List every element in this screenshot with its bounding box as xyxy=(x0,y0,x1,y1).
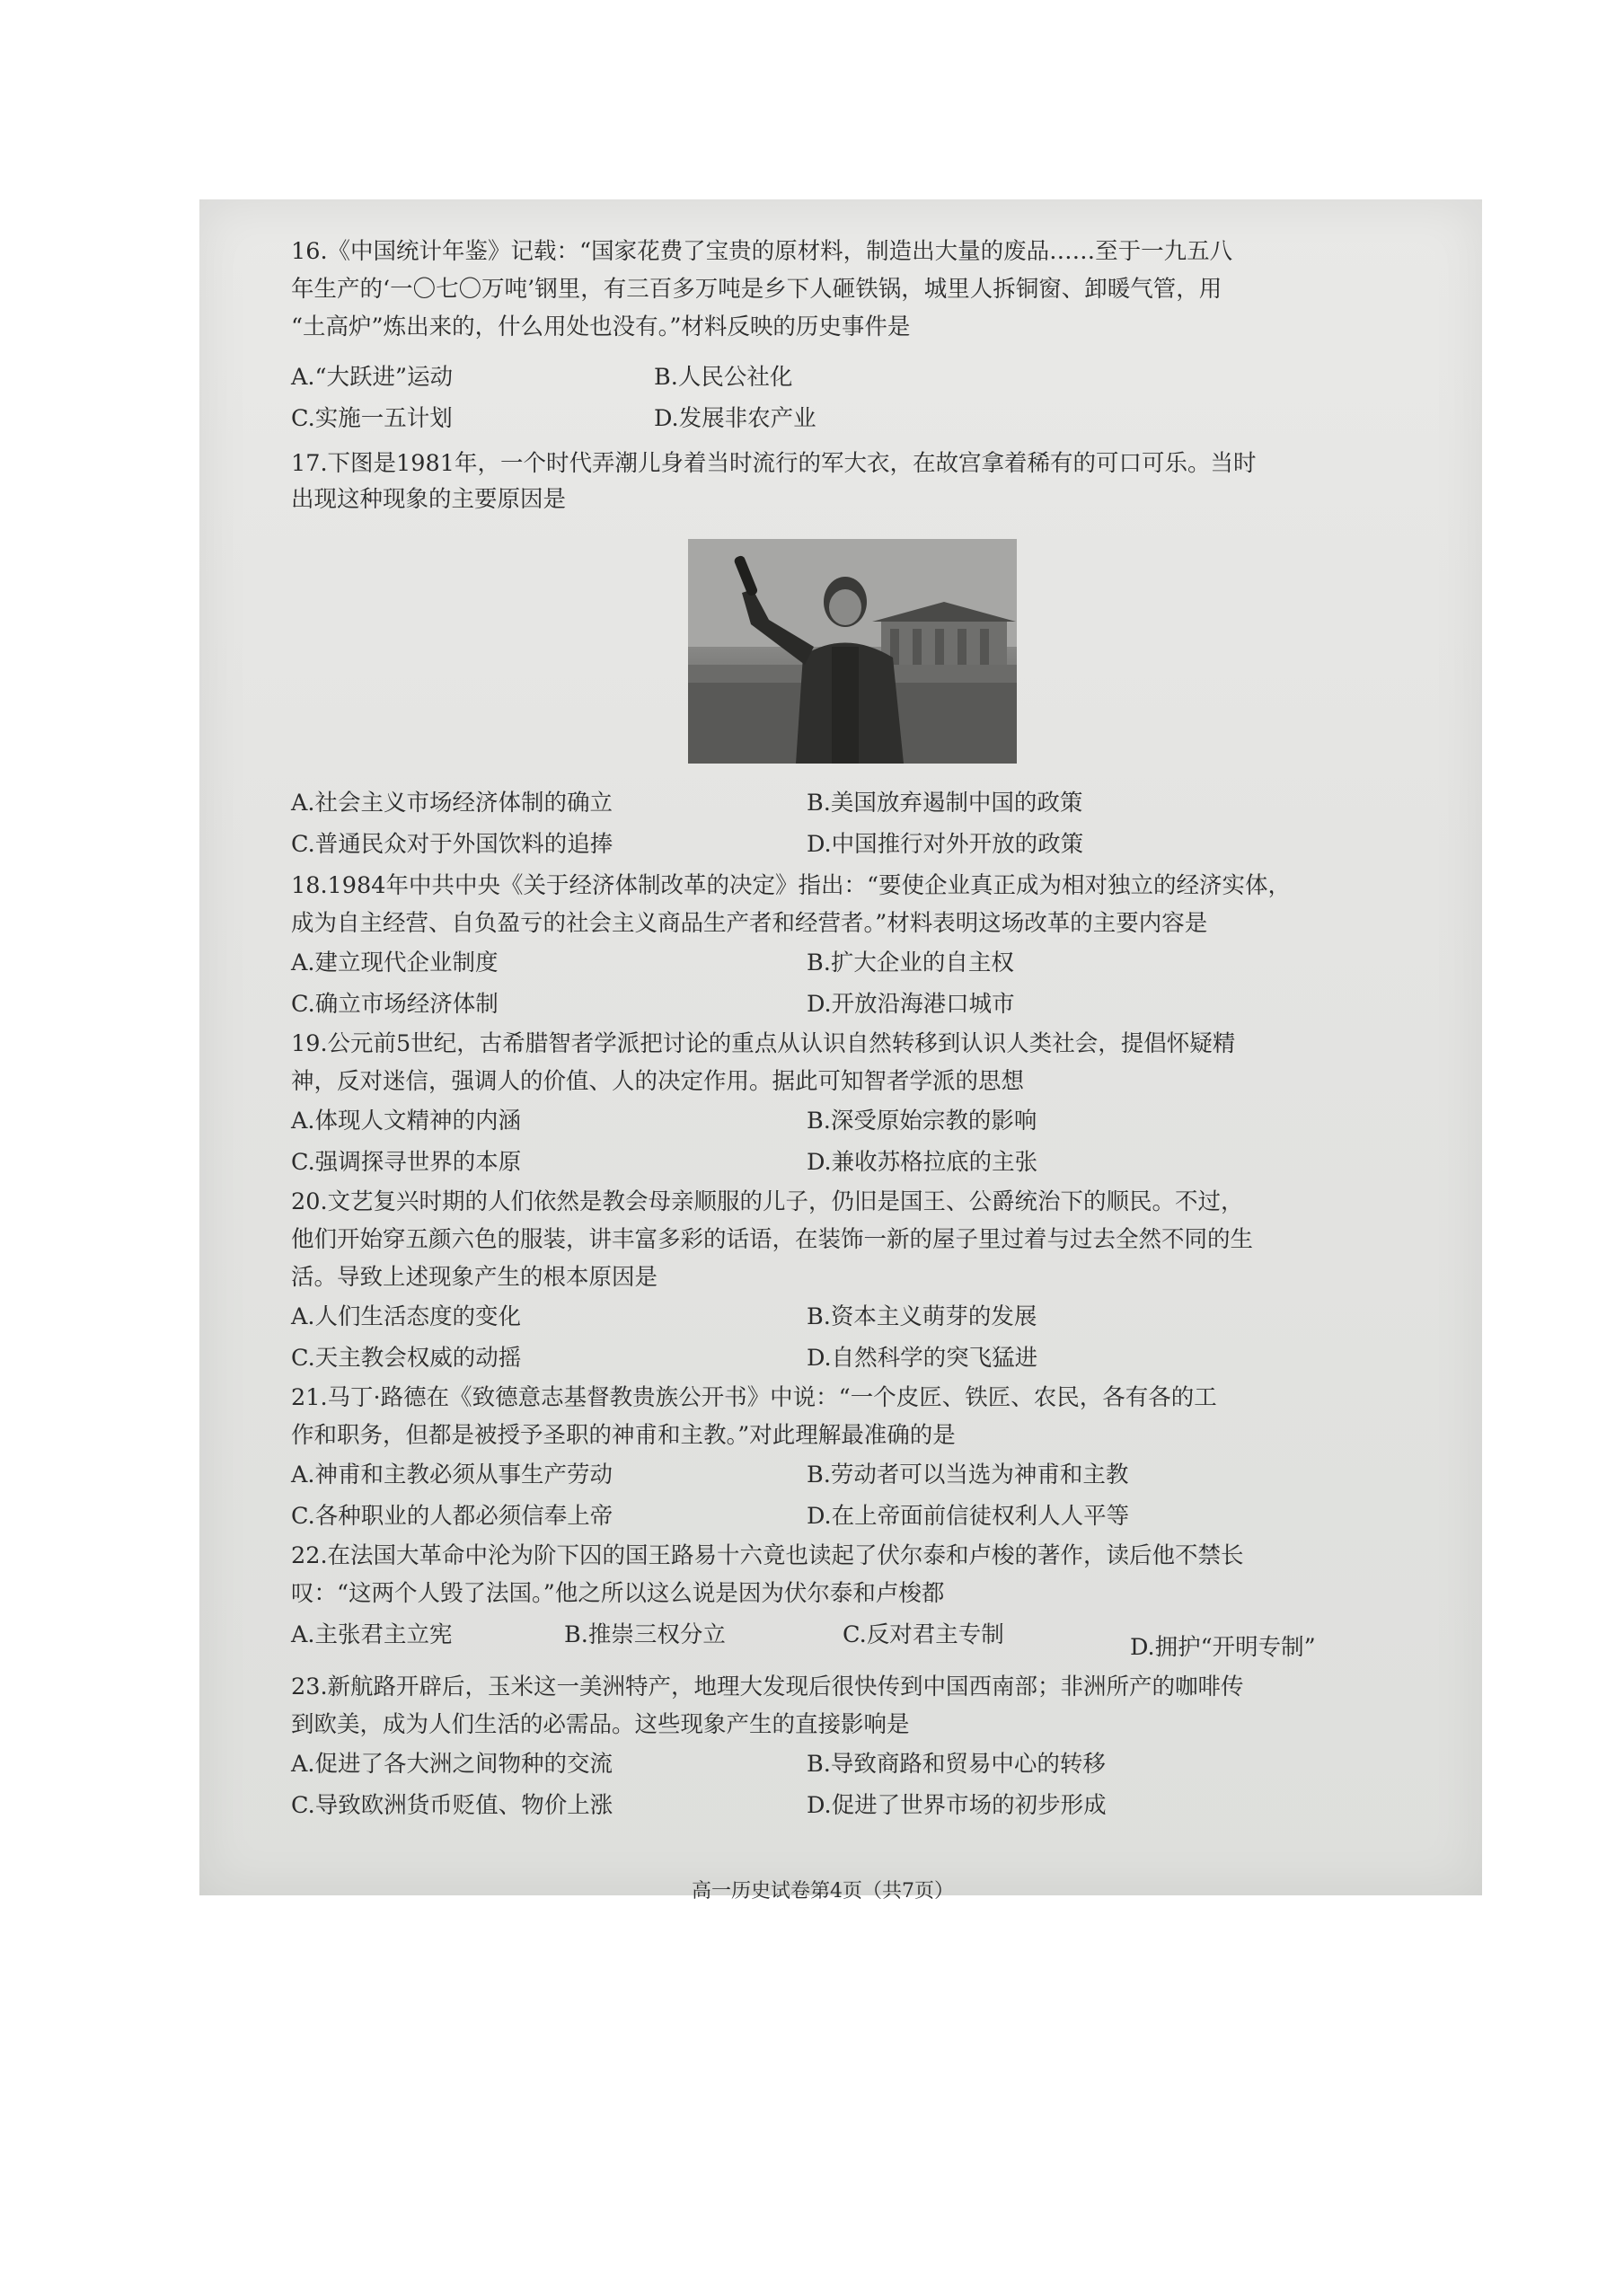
photo-illustration xyxy=(688,539,1017,764)
q21-option-b: B.劳动者可以当选为神甫和主教 xyxy=(807,1461,1129,1488)
q21-line-2: 作和职务，但都是被授予圣职的神甫和主教。”对此理解最准确的是 xyxy=(291,1422,956,1449)
q23-option-d: D.促进了世界市场的初步形成 xyxy=(807,1792,1107,1819)
q22-option-b: B.推崇三权分立 xyxy=(564,1621,726,1648)
q22-option-c: C.反对君主专制 xyxy=(843,1621,1004,1648)
page-footer: 高一历史试卷第4页（共7页） xyxy=(692,1880,954,1903)
q22-option-d: D.拥护“开明专制” xyxy=(1130,1634,1316,1661)
q21-option-c: C.各种职业的人都必须信奉上帝 xyxy=(291,1503,613,1530)
q21-option-d: D.在上帝面前信徒权利人人平等 xyxy=(807,1503,1130,1530)
q21-line-1: 21.马丁·路德在《致德意志基督教贵族公开书》中说：“一个皮匠、铁匠、农民，各有各的工 xyxy=(291,1384,1217,1411)
q16-option-d: D.发展非农产业 xyxy=(654,405,816,432)
q17-line-2: 出现这种现象的主要原因是 xyxy=(291,486,567,513)
q18-option-d: D.开放沿海港口城市 xyxy=(807,991,1015,1018)
q23-line-1: 23.新航路开辟后，玉米这一美洲特产，地理大发现后很快传到中国西南部；非洲所产的咖啡传 xyxy=(291,1673,1244,1700)
q22-line-2: 叹：“这两个人毁了法国。”他之所以这么说是因为伏尔泰和卢梭都 xyxy=(291,1580,945,1607)
q23-option-b: B.导致商路和贸易中心的转移 xyxy=(807,1751,1106,1778)
q18-option-a: A.建立现代企业制度 xyxy=(291,949,499,976)
q16-line-1: 16.《中国统计年鉴》记载：“国家花费了宝贵的原材料，制造出大量的废品……至于一九五八 xyxy=(291,238,1233,265)
exam-page xyxy=(199,199,1482,1903)
q20-option-b: B.资本主义萌芽的发展 xyxy=(807,1303,1037,1330)
q20-line-1: 20.文艺复兴时期的人们依然是教会母亲顺服的儿子，仍旧是国王、公爵统治下的顺民。不过， xyxy=(291,1188,1244,1215)
q18-option-b: B.扩大企业的自主权 xyxy=(807,949,1014,976)
q19-option-c: C.强调探寻世界的本原 xyxy=(291,1149,522,1176)
photo-man-with-cola-at-forbidden-city xyxy=(688,539,1017,764)
q19-option-b: B.深受原始宗教的影响 xyxy=(807,1108,1037,1135)
q19-option-d: D.兼收苏格拉底的主张 xyxy=(807,1149,1038,1176)
q16-option-c: C.实施一五计划 xyxy=(291,405,453,432)
q16-option-a: A.“大跃进”运动 xyxy=(291,364,454,391)
q19-line-2: 神，反对迷信，强调人的价值、人的决定作用。据此可知智者学派的思想 xyxy=(291,1068,1025,1095)
q20-option-d: D.自然科学的突飞猛进 xyxy=(807,1345,1038,1372)
q20-line-2: 他们开始穿五颜六色的服装，讲丰富多彩的话语，在装饰一新的屋子里过着与过去全然不同的生 xyxy=(291,1226,1254,1253)
q18-line-1: 18.1984年中共中央《关于经济体制改革的决定》指出：“要使企业真正成为相对独立的经济实体， xyxy=(291,872,1291,899)
q18-option-c: C.确立市场经济体制 xyxy=(291,991,499,1018)
q17-line-1: 17.下图是1981年，一个时代弄潮儿身着当时流行的军大衣，在故宫拿着稀有的可口可乐。当时 xyxy=(291,450,1257,477)
q22-option-a: A.主张君主立宪 xyxy=(291,1621,453,1648)
q20-line-3: 活。导致上述现象产生的根本原因是 xyxy=(291,1264,658,1291)
q16-line-2: 年生产的‘一〇七〇万吨’钢里，有三百多万吨是乡下人砸铁锅，城里人拆铜窗、卸暖气管，用 xyxy=(291,276,1222,303)
q17-option-d: D.中国推行对外开放的政策 xyxy=(807,831,1084,858)
q17-option-a: A.社会主义市场经济体制的确立 xyxy=(291,790,613,817)
q23-line-2: 到欧美，成为人们生活的必需品。这些现象产生的直接影响是 xyxy=(291,1711,910,1738)
q17-option-c: C.普通民众对于外国饮料的追捧 xyxy=(291,831,613,858)
q20-option-c: C.天主教会权威的动摇 xyxy=(291,1345,522,1372)
q16-option-b: B.人民公社化 xyxy=(654,364,793,391)
q16-line-3: “土高炉”炼出来的，什么用处也没有。”材料反映的历史事件是 xyxy=(291,313,911,340)
q23-option-a: A.促进了各大洲之间物种的交流 xyxy=(291,1751,613,1778)
q20-option-a: A.人们生活态度的变化 xyxy=(291,1303,522,1330)
q19-option-a: A.体现人文精神的内涵 xyxy=(291,1108,522,1135)
q23-option-c: C.导致欧洲货币贬值、物价上涨 xyxy=(291,1792,613,1819)
q19-line-1: 19.公元前5世纪，古希腊智者学派把讨论的重点从认识自然转移到认识人类社会，提倡怀疑精 xyxy=(291,1030,1236,1057)
q17-option-b: B.美国放弃遏制中国的政策 xyxy=(807,790,1083,817)
q22-line-1: 22.在法国大革命中沦为阶下囚的国王路易十六竟也读起了伏尔泰和卢梭的著作，读后他不禁长 xyxy=(291,1542,1244,1569)
q18-line-2: 成为自主经营、自负盈亏的社会主义商品生产者和经营者。”材料表明这场改革的主要内容是 xyxy=(291,910,1208,937)
q21-option-a: A.神甫和主教必须从事生产劳动 xyxy=(291,1461,613,1488)
